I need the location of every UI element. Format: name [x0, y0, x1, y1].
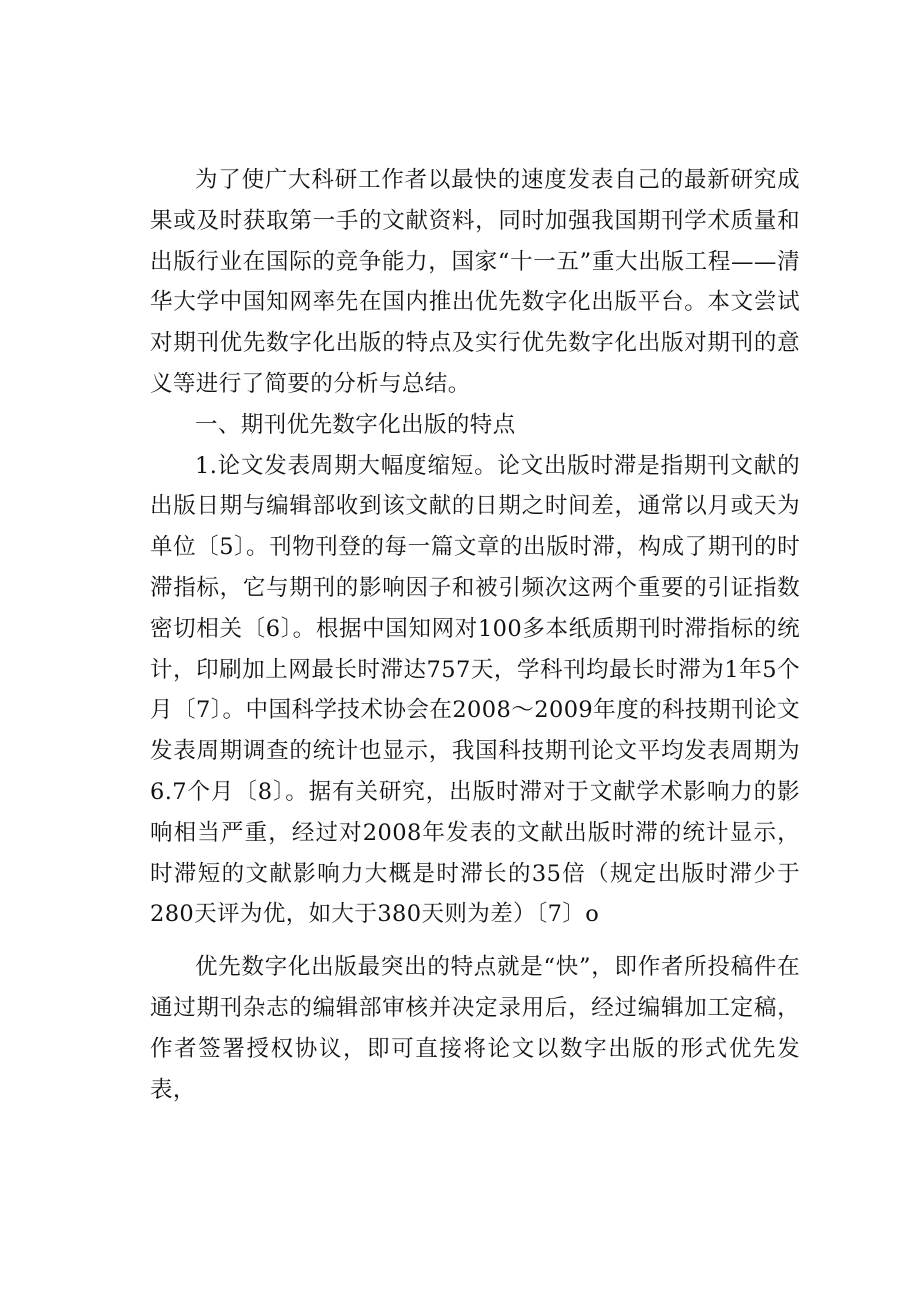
fast-feature-paragraph: 优先数字化出版最突出的特点就是“快”，即作者所投稿件在通过期刊杂志的编辑部审核并决定录用后，经过编辑加工定稿，作者签署授权协议，即可直接将论文以数字出版的形式优先发表， [150, 954, 800, 1103]
document-page [150, 160, 800, 1110]
section-heading: 一、期刊优先数字化出版的特点 [195, 411, 516, 438]
point-1-paragraph: 1.论文发表周期大幅度缩短。论文出版时滞是指期刊文献的出版日期与编辑部收到该文献的日期之时间差，通常以月或天为单位〔5〕。刊物刊登的每一篇文章的出版时滞，构成了期刊的时滞指标，它与期刊的影响因子和被引频次这两个重要的引证指数密切相关〔6〕。根据中国知网对100多本纸质期刊时滞指标的统计，印刷加上网最长时滞达757天，学科刊均最长时滞为1年5个月〔7〕。中国科学技术协会在2008～2009年度的科技期刊论文发表周期调查的统计也显示，我国科技期刊论文平均发表周期为6.7个月〔8〕。据有关研究，出版时滞对于文献学术影响力的影响相当严重，经过对2008年发表的文献出版时滞的统计显示，时滞短的文献影响力大概是时滞长的35倍（规定出版时滞少于280天评为优，如大于380天则为差）〔7〕o [150, 452, 800, 928]
intro-paragraph: 为了使广大科研工作者以最快的速度发表自己的最新研究成果或及时获取第一手的文献资料，同时加强我国期刊学术质量和出版行业在国际的竞争能力，国家“十一五”重大出版工程——清华大学中国知网率先在国内推出优先数字化出版平台。本文尝试对期刊优先数字化出版的特点及实行优先数字化出版对期刊的意义等进行了简要的分析与总结。 [150, 167, 800, 397]
paragraph-gap [150, 935, 800, 947]
